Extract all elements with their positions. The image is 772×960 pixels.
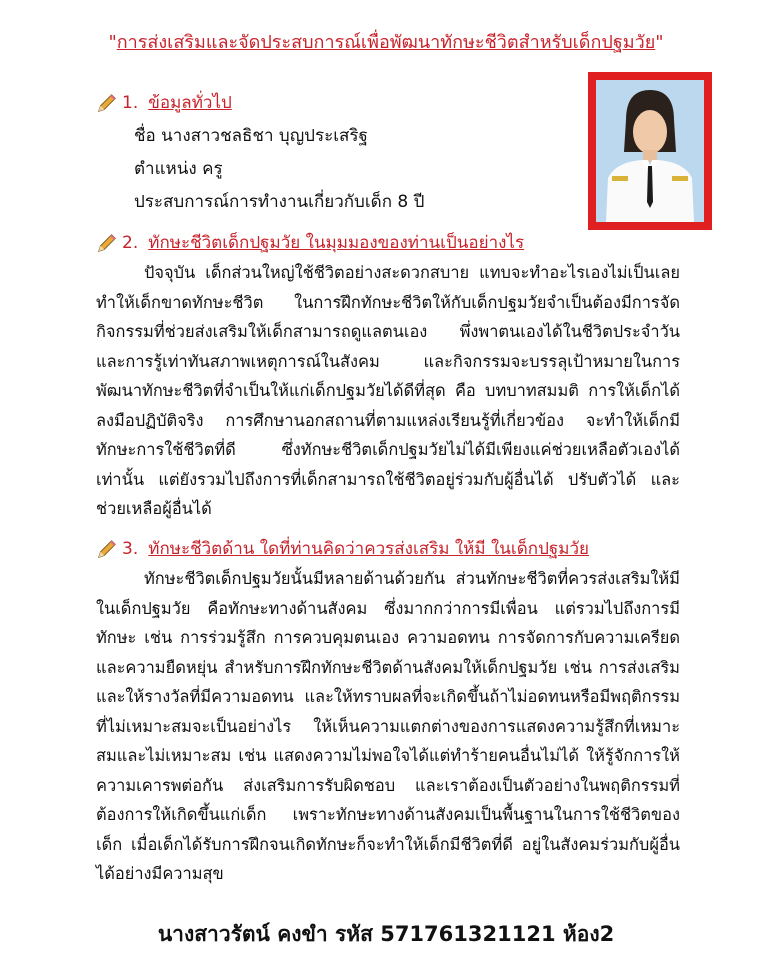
profile-photo-frame (588, 72, 712, 230)
pencil-icon (96, 232, 118, 254)
section-3-number: 3. (122, 539, 139, 559)
section-1-title: ข้อมูลทั่วไป (148, 93, 232, 113)
section-1-heading (96, 90, 232, 116)
section-2-heading (96, 230, 524, 256)
pencil-icon (96, 92, 118, 114)
teacher-name: ชื่อ นางสาวชลธิชา บุญประเสริฐ (134, 126, 368, 146)
section-3-paragraph: ทักษะชีวิตเด็กปฐมวัยนั้นมีหลายด้านด้วยกัน ส่วนทักษะชีวิตที่ควรส่งเสริมให้มีในเด็กปฐมวัย คือทักษะทางด้านสังคม ซึ่งมากกว่าการมีเพื่อน แต่รวมไปถึงการมีทักษะ เช่น การร่วมรู้สึก การควบคุมตนเอง ความอดทน การจัดการกับความเครียด และความยืดหยุ่น สำหรับการฝึกทักษะชีวิตด้านสังคมให้เด็กปฐมวัย เช่น การส่งเสริมและให้รางวัลที่มีความอดทน และให้ทราบผลที่จะเกิดขึ้นถ้าไม่อดทนหรือมีพฤติกรรมที่ไม่เหมาะสมจะเป็นอย่างไร ให้เห็นความแตกต่างของการแสดงความรู้สึกที่เหมาะสมและไม่เหมาะสม เช่น แสดงความไม่พอใจได้แต่ทำร้ายคนอื่นไม่ได้ ให้รู้จักการให้ความเคารพต่อกัน ส่งเสริมการรับผิดชอบ และเราต้องเป็นตัวอย่างในพฤติกรรมที่ต้องการให้เกิดขึ้นแก่เด็ก เพราะทักษะทางด้านสังคมเป็นพื้นฐานในการใช้ชีวิตของเด็ก เมื่อเด็กได้รับการฝึกจนเกิดทักษะก็จะทำให้เด็กมีชีวิตที่ดี อยู่ในสังคมร่วมกับผู้อื่นได้อย่างมีความสุข (96, 569, 680, 883)
teacher-experience: ประสบการณ์การทำงานเกี่ยวกับเด็ก 8 ปี (134, 192, 425, 212)
section-3-title: ทักษะชีวิตด้าน ใดที่ท่านคิดว่าควรส่งเสริม ให้มี ในเด็กปฐมวัย (148, 539, 589, 559)
author-footer: นางสาวรัตน์ คงขำ รหัส 571761321121 ห้อง2 (157, 922, 615, 946)
section-2-paragraph: ปัจจุบัน เด็กส่วนใหญ่ใช้ชีวิตอย่างสะดวกสบาย แทบจะทำอะไรเองไม่เป็นเลย ทำให้เด็กขาดทักษะชีวิต ในการฝึกทักษะชีวิตให้กับเด็กปฐมวัยจำเป็นต้องมีการจัดกิจกรรมที่ช่วยส่งเสริมให้เด็กสามารถดูแลตนเอง พึ่งพาตนเองได้ในชีวิตประจำวัน และการรู้เท่าทันสภาพเหตุการณ์ในสังคม และกิจกรรมจะบรรลุเป้าหมายในการพัฒนาทักษะชีวิตที่จำเป็นให้แก่เด็กปฐมวัยได้ดีที่สุด คือ บทบาทสมมติ การให้เด็กได้ลงมือปฏิบัติจริง การศึกษานอกสถานที่ตามแหล่งเรียนรู้ที่เกี่ยวข้อง จะทำให้เด็กมีทักษะการใช้ชีวิตที่ดี ซึ่งทักษะชีวิตเด็กปฐมวัยไม่ได้มีเพียงแค่ช่วยเหลือตัวเองได้เท่านั้น แต่ยังรวมไปถึงการที่เด็กสามารถใช้ชีวิตอยู่ร่วมกับผู้อื่นได้ ปรับตัวได้ และช่วยเหลือผู้อื่นได้ (96, 263, 680, 518)
section-2-number: 2. (122, 233, 139, 253)
teacher-position: ตำแหน่ง ครู (134, 159, 223, 179)
section-1-number: 1. (122, 93, 139, 113)
profile-photo (596, 80, 704, 222)
document-title-text: การส่งเสริมและจัดประสบการณ์เพื่อพัฒนาทักษะชีวิตสำหรับเด็กปฐมวัย (116, 32, 656, 53)
section-3-heading (96, 536, 589, 562)
pencil-icon (96, 538, 118, 560)
general-info (134, 120, 424, 219)
section-2-title: ทักษะชีวิตเด็กปฐมวัย ในมุมมองของท่านเป็นอย่างไร (148, 233, 525, 253)
document-title: "การส่งเสริมและจัดประสบการณ์เพื่อพัฒนาทักษะชีวิตสำหรับเด็กปฐมวัย" (108, 32, 664, 53)
